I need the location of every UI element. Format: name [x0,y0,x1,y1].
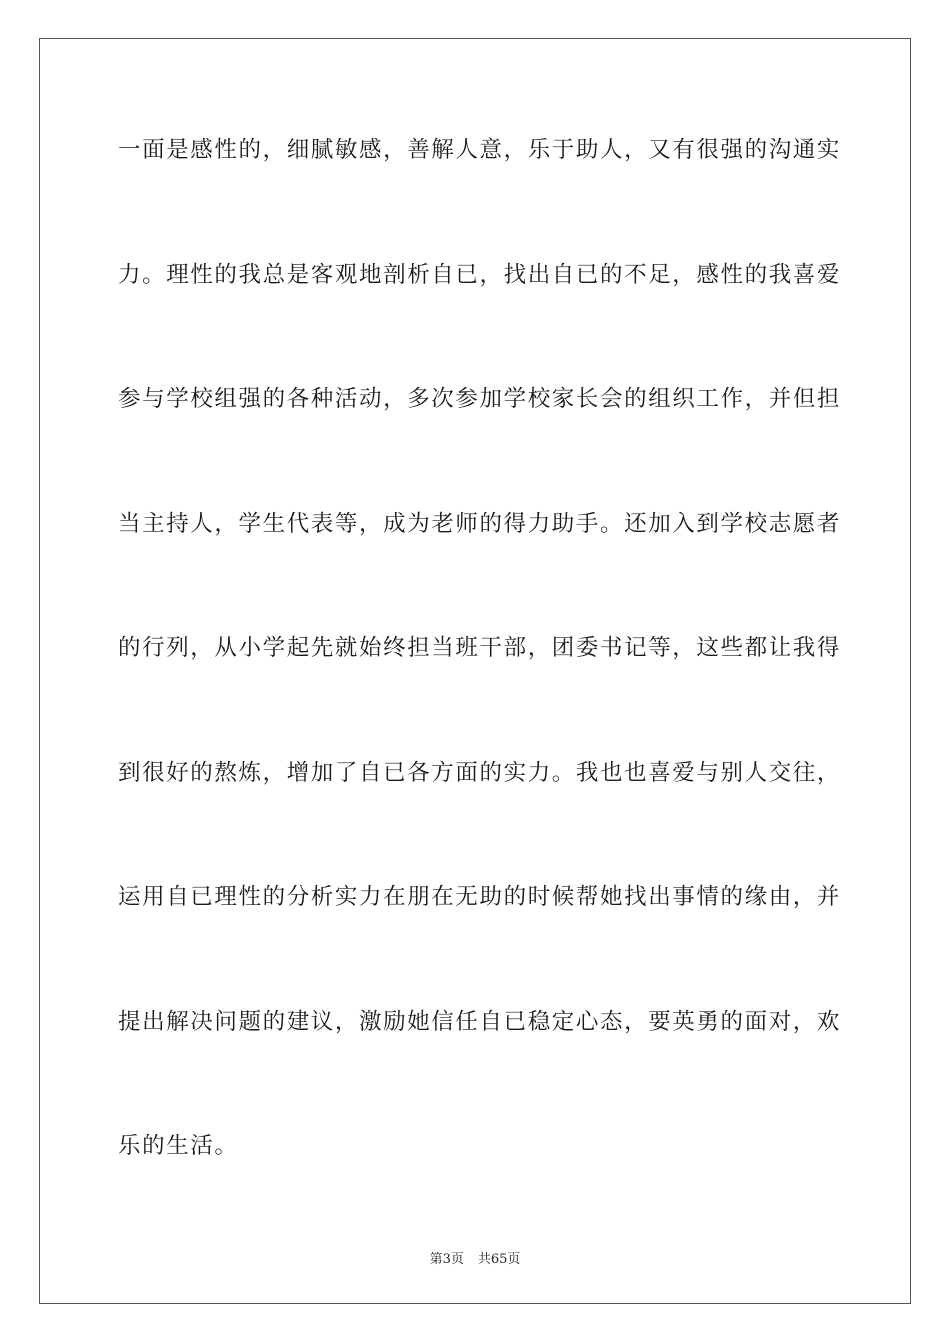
text-line: 一面是感性的，细腻敏感，善解人意，乐于助人，又有很强的沟通实 [118,137,842,163]
text-line: 的行列，从小学起先就始终担当班干部，团委书记等，这些都让我得 [118,635,842,661]
document-body [118,128,842,1249]
page-number: 第3页 [429,1252,464,1267]
text-line: 力。理性的我总是客观地剖析自已，找出自已的不足，感性的我喜爱 [118,261,842,288]
text-line: 当主持人，学生代表等，成为老师的得力助手。还加入到学校志愿者 [118,510,842,537]
text-line: 参与学校组强的各种活动，多次参加学校家长会的组织工作，并但担 [118,386,842,412]
text-line: 到很好的熬炼，增加了自已各方面的实力。我也也喜爱与别人交往， [118,759,842,786]
text-line: 运用自已理性的分析实力在朋在无助的时候帮她找出事情的缘由，并 [118,884,842,910]
page-total: 共65页 [477,1252,521,1267]
page-footer [0,1248,950,1267]
text-line: 提出解决问题的建议，激励她信任自已稳定心态，要英勇的面对，欢 [118,1008,842,1035]
text-line: 乐的生活。 [118,1133,239,1159]
